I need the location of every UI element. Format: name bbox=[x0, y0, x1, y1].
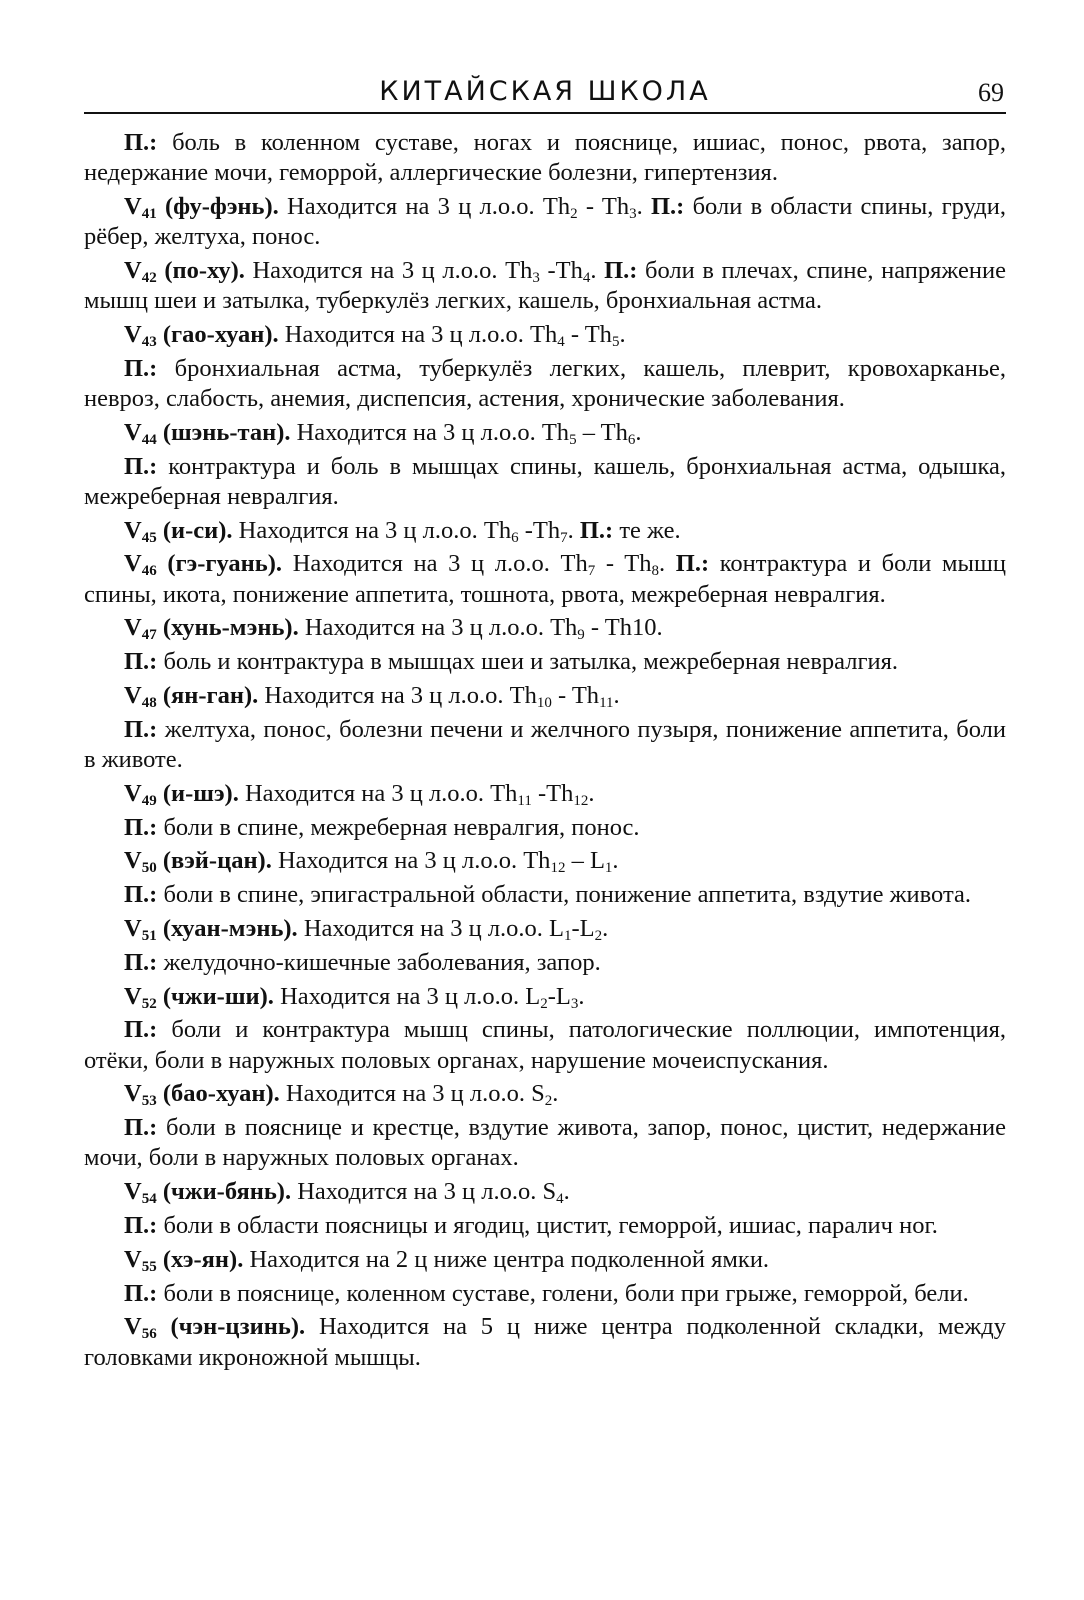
bold-text: V bbox=[124, 614, 142, 642]
text-run: - Th bbox=[551, 681, 600, 709]
subscript-text: 4 bbox=[557, 334, 565, 350]
subscript-text: 5 bbox=[569, 431, 577, 448]
subscript-text: 12 bbox=[573, 792, 589, 809]
text-run: – L bbox=[565, 847, 605, 875]
text-run: . bbox=[552, 1080, 559, 1108]
text-run: Находится на 2 ц ниже центра подколенной ямки. bbox=[243, 1245, 770, 1273]
text-run: Находится на 3 ц л.о.о. S bbox=[279, 1080, 545, 1108]
bold-text: V bbox=[124, 914, 142, 942]
text-run: Находится на 5 ц ниже центра подколенной складки, между головками икроножной мышцы. bbox=[84, 1313, 1007, 1371]
bold-text: (гао-хуан). bbox=[156, 321, 279, 348]
bold-text: V bbox=[124, 550, 142, 578]
bold-text: V bbox=[124, 321, 142, 348]
bold-text: П.: bbox=[124, 1016, 158, 1044]
bold-text: (чжи-бянь). bbox=[156, 1178, 292, 1206]
bold-text: (ян-ган). bbox=[156, 681, 259, 709]
paragraph bbox=[84, 516, 1006, 546]
paragraph bbox=[84, 948, 1006, 978]
bold-text: П.: bbox=[124, 1279, 158, 1307]
subscript-text: 12 bbox=[550, 860, 566, 877]
bold-text: П.: bbox=[124, 715, 158, 743]
subscript-text: 9 bbox=[577, 627, 585, 644]
bold-text: V bbox=[124, 1080, 142, 1108]
text-run: . bbox=[578, 982, 585, 1010]
text-run: -Th bbox=[531, 779, 574, 807]
text-run: – Th bbox=[576, 418, 628, 446]
text-run: Находится на 3 ц л.о.о. Th bbox=[290, 418, 570, 446]
bold-text: V bbox=[124, 257, 142, 284]
bold-text: П.: bbox=[124, 881, 158, 909]
bold-text: (чжи-ши). bbox=[156, 982, 274, 1010]
text-run: боли в пояснице, коленном суставе, голени, боли при грыже, геморрой, бели. bbox=[157, 1279, 969, 1307]
bold-text: П.: bbox=[124, 452, 158, 480]
bold-text: V bbox=[124, 418, 142, 446]
text-run: боли в спине, эпигастральной области, понижение аппетита, вздутие живота. bbox=[157, 881, 971, 909]
bold-text: V bbox=[124, 1313, 142, 1341]
text-run: . bbox=[563, 1178, 570, 1206]
subscript-text: 10 bbox=[536, 694, 552, 711]
bold-text: V bbox=[124, 847, 142, 875]
paragraph bbox=[84, 846, 1006, 876]
text-run: желудочно-кишечные заболевания, запор. bbox=[157, 948, 601, 976]
text-run: Находится на 3 ц л.о.о. Th bbox=[232, 516, 512, 544]
subscript-text: 50 bbox=[141, 860, 157, 877]
text-run: -L bbox=[571, 914, 595, 942]
text-run: . bbox=[619, 321, 626, 348]
paragraph bbox=[84, 1177, 1006, 1207]
subscript-text: 41 bbox=[141, 206, 157, 222]
bold-text: П.: bbox=[124, 948, 158, 976]
subscript-text: 11 bbox=[517, 792, 532, 809]
bold-text: V bbox=[124, 681, 142, 709]
bold-text: П.: bbox=[124, 648, 158, 676]
text-run: - Th bbox=[577, 193, 630, 220]
paragraph bbox=[84, 1211, 1006, 1241]
running-title: КИТАЙСКАЯ ШКОЛА bbox=[379, 76, 711, 107]
text-run: . bbox=[635, 418, 642, 446]
subscript-text: 2 bbox=[544, 1093, 553, 1110]
paragraph bbox=[84, 982, 1006, 1012]
text-run: боль и контрактура в мышцах шеи и затылка, межреберная невралгия. bbox=[157, 648, 899, 676]
text-run: . bbox=[588, 779, 595, 807]
text-run: -Th bbox=[518, 516, 561, 544]
text-run: . bbox=[612, 847, 619, 875]
subscript-text: 8 bbox=[651, 563, 659, 580]
subscript-text: 3 bbox=[570, 995, 579, 1012]
text-run: Находится на 3 ц л.о.о. Th bbox=[258, 681, 537, 709]
text-run: желтуха, понос, болезни печени и желчного пузыря, понижение аппетита, боли в животе. bbox=[84, 715, 1006, 773]
subscript-text: 1 bbox=[604, 860, 613, 877]
subscript-text: 2 bbox=[594, 927, 603, 944]
text-run: . bbox=[636, 193, 651, 220]
text-run: . bbox=[659, 550, 676, 578]
paragraph bbox=[84, 715, 1006, 775]
text-run: Находится на 3 ц л.о.о. Th bbox=[282, 550, 588, 578]
subscript-text: 51 bbox=[141, 927, 157, 944]
bold-text: П.: bbox=[124, 1211, 158, 1239]
text-run: боли и контрактура мышц спины, патологические поллюции, импотенция, отёки, боли в наружных половых органах, нарушение мочеиспускания. bbox=[84, 1016, 1006, 1074]
text-run: Находится на 3 ц л.о.о. Th bbox=[271, 847, 551, 875]
bold-text: V bbox=[124, 1245, 142, 1273]
paragraph bbox=[84, 1079, 1006, 1109]
subscript-text: 56 bbox=[141, 1326, 157, 1343]
subscript-text: 7 bbox=[560, 529, 568, 546]
paragraph bbox=[84, 914, 1006, 944]
bold-text: (по-ху). bbox=[156, 257, 245, 284]
bold-text: (вэй-цан). bbox=[156, 847, 272, 875]
bold-text: (чэн-цзинь). bbox=[156, 1313, 306, 1341]
subscript-text: 5 bbox=[611, 334, 620, 350]
subscript-text: 49 bbox=[141, 792, 157, 809]
text-run: - Th bbox=[564, 321, 612, 348]
text-run: -Th bbox=[539, 257, 583, 284]
bold-text: П.: bbox=[579, 516, 614, 544]
paragraph bbox=[84, 813, 1006, 843]
paragraph bbox=[84, 354, 1006, 414]
bold-text: (хуан-мэнь). bbox=[156, 914, 298, 942]
subscript-text: 42 bbox=[141, 270, 157, 286]
paragraph bbox=[84, 1245, 1006, 1275]
subscript-text: 2 bbox=[570, 206, 578, 222]
subscript-text: 43 bbox=[141, 334, 157, 350]
subscript-text: 4 bbox=[582, 270, 591, 286]
bold-text: П.: bbox=[604, 257, 638, 284]
subscript-text: 3 bbox=[629, 206, 637, 222]
bold-text: П.: bbox=[124, 354, 158, 382]
text-run: контрактура и боли мышц спины, икота, понижение аппетита, тошнота, рвота, межреберная невралгия. bbox=[84, 550, 1006, 608]
text-run: Находится на 3 ц л.о.о. L bbox=[273, 982, 541, 1010]
subscript-text: 55 bbox=[141, 1258, 157, 1275]
bold-text: (гэ-гуань). bbox=[156, 550, 283, 578]
text-run: Находится на 3 ц л.о.о. Th bbox=[278, 321, 558, 348]
text-run: контрактура и боль в мышцах спины, кашель, бронхиальная астма, одышка, межреберная невралгия. bbox=[84, 452, 1006, 510]
paragraph bbox=[84, 320, 1006, 350]
bold-text: V bbox=[124, 193, 142, 220]
text-run: Находится на 3 ц л.о.о. Th bbox=[238, 779, 518, 807]
body-text bbox=[84, 128, 1006, 1376]
subscript-text: 6 bbox=[511, 529, 519, 546]
paragraph bbox=[84, 418, 1006, 448]
paragraph bbox=[84, 613, 1006, 643]
bold-text: (фу-фэнь). bbox=[156, 193, 279, 220]
bold-text: П.: bbox=[124, 813, 158, 841]
bold-text: V bbox=[124, 982, 142, 1010]
text-run: - Th bbox=[595, 550, 652, 578]
subscript-text: 4 bbox=[556, 1191, 564, 1208]
bold-text: (бао-хуан). bbox=[156, 1080, 280, 1108]
page-header bbox=[84, 72, 1006, 114]
page-number: 69 bbox=[978, 78, 1004, 107]
bold-text: V bbox=[124, 779, 142, 807]
subscript-text: 3 bbox=[532, 270, 540, 286]
text-run: бронхиальная астма, туберкулёз легких, кашель, плеврит, кровохарканье, невроз, слабость, анемия, диспепсия, астения, хронические заболевания. bbox=[84, 354, 1006, 412]
bold-text: (и-си). bbox=[156, 516, 233, 544]
subscript-text: 45 bbox=[141, 529, 157, 546]
subscript-text: 11 bbox=[599, 694, 614, 711]
paragraph bbox=[84, 1113, 1006, 1173]
text-run: . bbox=[613, 681, 620, 709]
paragraph bbox=[84, 192, 1006, 252]
paragraph bbox=[84, 1312, 1006, 1372]
bold-text: П.: bbox=[675, 550, 710, 578]
subscript-text: 2 bbox=[540, 995, 548, 1012]
subscript-text: 44 bbox=[141, 431, 157, 448]
subscript-text: 46 bbox=[141, 563, 157, 580]
bold-text: П.: bbox=[650, 193, 685, 220]
text-run: Находится на 3 ц л.о.о. Th bbox=[298, 614, 578, 642]
text-run: . bbox=[567, 516, 580, 544]
subscript-text: 7 bbox=[587, 563, 596, 580]
subscript-text: 6 bbox=[627, 431, 636, 448]
text-run: Находится на 3 ц л.о.о. L bbox=[297, 914, 565, 942]
text-run: боли в области поясницы и ягодиц, цистит, геморрой, ишиас, паралич ног. bbox=[157, 1211, 938, 1239]
text-run: Находится на 3 ц л.о.о. Th bbox=[278, 193, 571, 220]
paragraph bbox=[84, 256, 1006, 316]
text-run: . bbox=[590, 257, 605, 284]
text-run: Находится на 3 ц л.о.о. Th bbox=[244, 257, 533, 284]
text-run: те же. bbox=[613, 516, 681, 544]
subscript-text: 48 bbox=[141, 694, 157, 711]
paragraph bbox=[84, 549, 1006, 609]
subscript-text: 1 bbox=[564, 927, 572, 944]
text-run: боль в коленном суставе, ногах и пояснице, ишиас, понос, рвота, запор, недержание мочи, геморрой, аллергические болезни, гипертензия. bbox=[84, 129, 1006, 187]
subscript-text: 54 bbox=[141, 1191, 157, 1208]
bold-text: (и-шэ). bbox=[156, 779, 239, 807]
paragraph bbox=[84, 779, 1006, 809]
text-run: боли в пояснице и крестце, вздутие живота, запор, понос, цистит, недержание мочи, боли в наружных половых органах. bbox=[84, 1114, 1006, 1172]
paragraph bbox=[84, 452, 1006, 512]
paragraph bbox=[84, 647, 1006, 677]
text-run: боли в области спины, груди, рёбер, желтуха, понос. bbox=[84, 193, 1006, 251]
bold-text: V bbox=[124, 1178, 142, 1206]
paragraph bbox=[84, 880, 1006, 910]
paragraph bbox=[84, 1279, 1006, 1309]
bold-text: П.: bbox=[124, 1114, 158, 1142]
subscript-text: 52 bbox=[141, 995, 157, 1012]
text-run: . bbox=[602, 914, 609, 942]
bold-text: (шэнь-тан). bbox=[156, 418, 291, 446]
paragraph bbox=[84, 681, 1006, 711]
text-run: боли в спине, межреберная невралгия, понос. bbox=[157, 813, 640, 841]
bold-text: П.: bbox=[124, 129, 158, 156]
bold-text: (хунь-мэнь). bbox=[156, 614, 299, 642]
text-run: боли в плечах, спине, напряжение мышц шеи и затылка, туберкулёз легких, кашель, бронхиальная астма. bbox=[84, 257, 1006, 315]
text-run: -L bbox=[547, 982, 571, 1010]
subscript-text: 53 bbox=[141, 1093, 157, 1110]
bold-text: (хэ-ян). bbox=[156, 1245, 244, 1273]
subscript-text: 47 bbox=[141, 627, 157, 644]
paragraph bbox=[84, 128, 1006, 188]
paragraph bbox=[84, 1015, 1006, 1075]
text-run: - Th10. bbox=[584, 614, 663, 642]
text-run: Находится на 3 ц л.о.о. S bbox=[291, 1178, 557, 1206]
bold-text: V bbox=[124, 516, 142, 544]
